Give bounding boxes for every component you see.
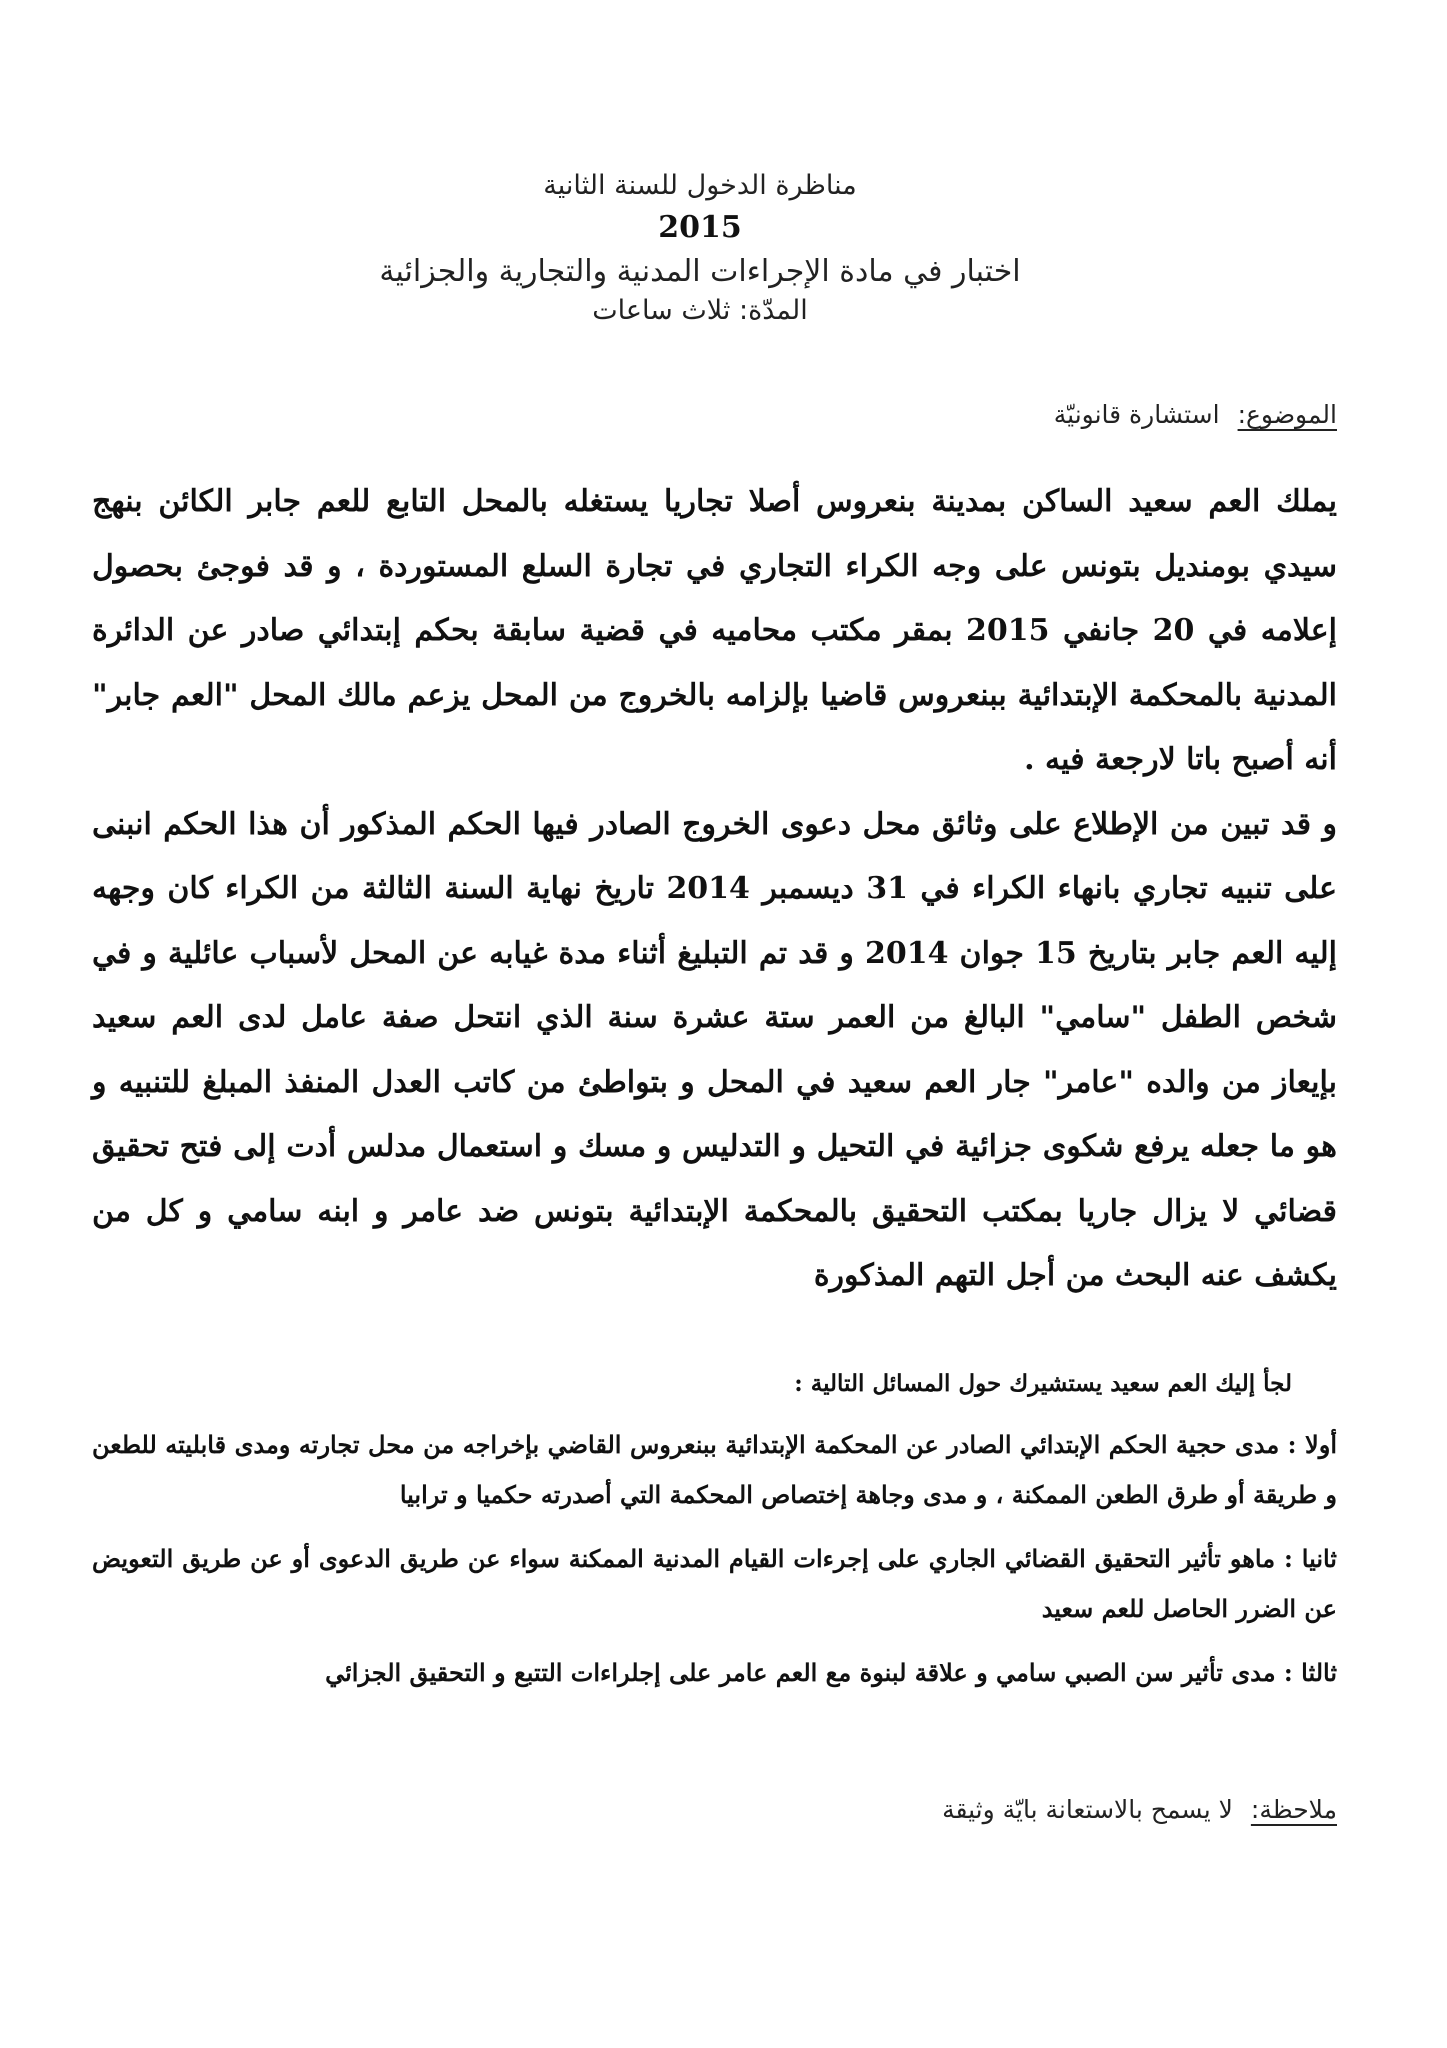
topic-label: الموضوع: [1237, 400, 1337, 429]
case-text [92, 470, 1337, 1309]
case-paragraph-1: يملك العم سعيد الساكن بمدينة بنعروس أصلا تجاريا يستغله بالمحل التابع للعم جابر الكائن بنهج سيدي بومنديل بتونس على وجه الكراء التجاري في تجارة السلع المستوردة ، و قد فوجئ بحصول إعلامه في 20 جانفي 2015 بمقر مكتب محاميه في قضية سابقة بحكم إبتدائي صادر عن الدائرة المدنية بالمحكمة الإبتدائية ببنعروس قاضيا بإلزامه بالخروج من المحل يزعم مالك المحل "العم جابر" أنه أصبح باتا لارجعة فيه . [92, 484, 1337, 777]
case-paragraph-2: و قد تبين من الإطلاع على وثائق محل دعوى الخروج الصادر فيها الحكم المذكور أن هذا الحكم انبنى على تنبيه تجاري بانهاء الكراء في 31 ديسمبر 2014 تاريخ نهاية السنة الثالثة من الكراء كان وجهه إليه العم جابر بتاريخ 15 جوان 2014 و قد تم التبليغ أثناء مدة غيابه عن المحل لأسباب عائلية و في شخص الطفل "سامي" البالغ من العمر ستة عشرة سنة الذي انتحل صفة عامل لدى العم سعيد بإيعاز من والده "عامر" جار العم سعيد في المحل و بتواطئ من كاتب العدل المنفذ المبلغ للتنبيه و هو ما جعله يرفع شكوى جزائية في التحيل و التدليس و مسك و استعمال مدلس أدت إلى فتح تحقيق قضائي لا يزال جاريا بمكتب التحقيق بالمحكمة الإبتدائية بتونس ضد عامر و ابنه سامي و كل من يكشف عنه البحث من أجل التهم المذكورة [92, 806, 1337, 1293]
question-2: ثانيا : ماهو تأثير التحقيق القضائي الجاري على إجرءات القيام المدنية الممكنة سواء عن طريق الدعوى أو عن طريق التعويض عن الضرر الحاصل للعم سعيد [92, 1544, 1337, 1623]
question-3: ثالثا : مدى تأثير سن الصبي سامي و علاقة لبنوة مع العم عامر على إجلراءات التتبع و التحقيق الجزائي [325, 1658, 1337, 1687]
questions-list [92, 1420, 1337, 1712]
question-1: أولا : مدى حجية الحكم الإبتدائي الصادر عن المحكمة الإبتدائية ببنعروس القاضي بإخراجه من محل تجارته ومدى قابليته للطعن و طريقة أو طرق الطعن الممكنة ، و مدى وجاهة إختصاص المحكمة التي أصدرته حكميا و ترابيا [92, 1430, 1337, 1509]
note-value: لا يسمح بالاستعانة بايّة وثيقة [942, 1795, 1233, 1824]
note-line [942, 1795, 1337, 1824]
topic-line [1054, 400, 1337, 429]
note-label: ملاحظة: [1250, 1795, 1337, 1824]
exam-title: مناظرة الدخول للسنة الثانية [543, 170, 857, 201]
exam-header [300, 172, 1100, 324]
exam-subject: اختبار في مادة الإجراءات المدنية والتجارية والجزائية [379, 254, 1021, 289]
exam-year: 2015 [658, 210, 742, 245]
questions-intro: لجأ إليك العم سعيد يستشيرك حول المسائل التالية : [794, 1370, 1292, 1397]
exam-duration: المدّة: ثلاث ساعات [592, 295, 808, 326]
topic-value: استشارة قانونيّة [1053, 400, 1220, 429]
